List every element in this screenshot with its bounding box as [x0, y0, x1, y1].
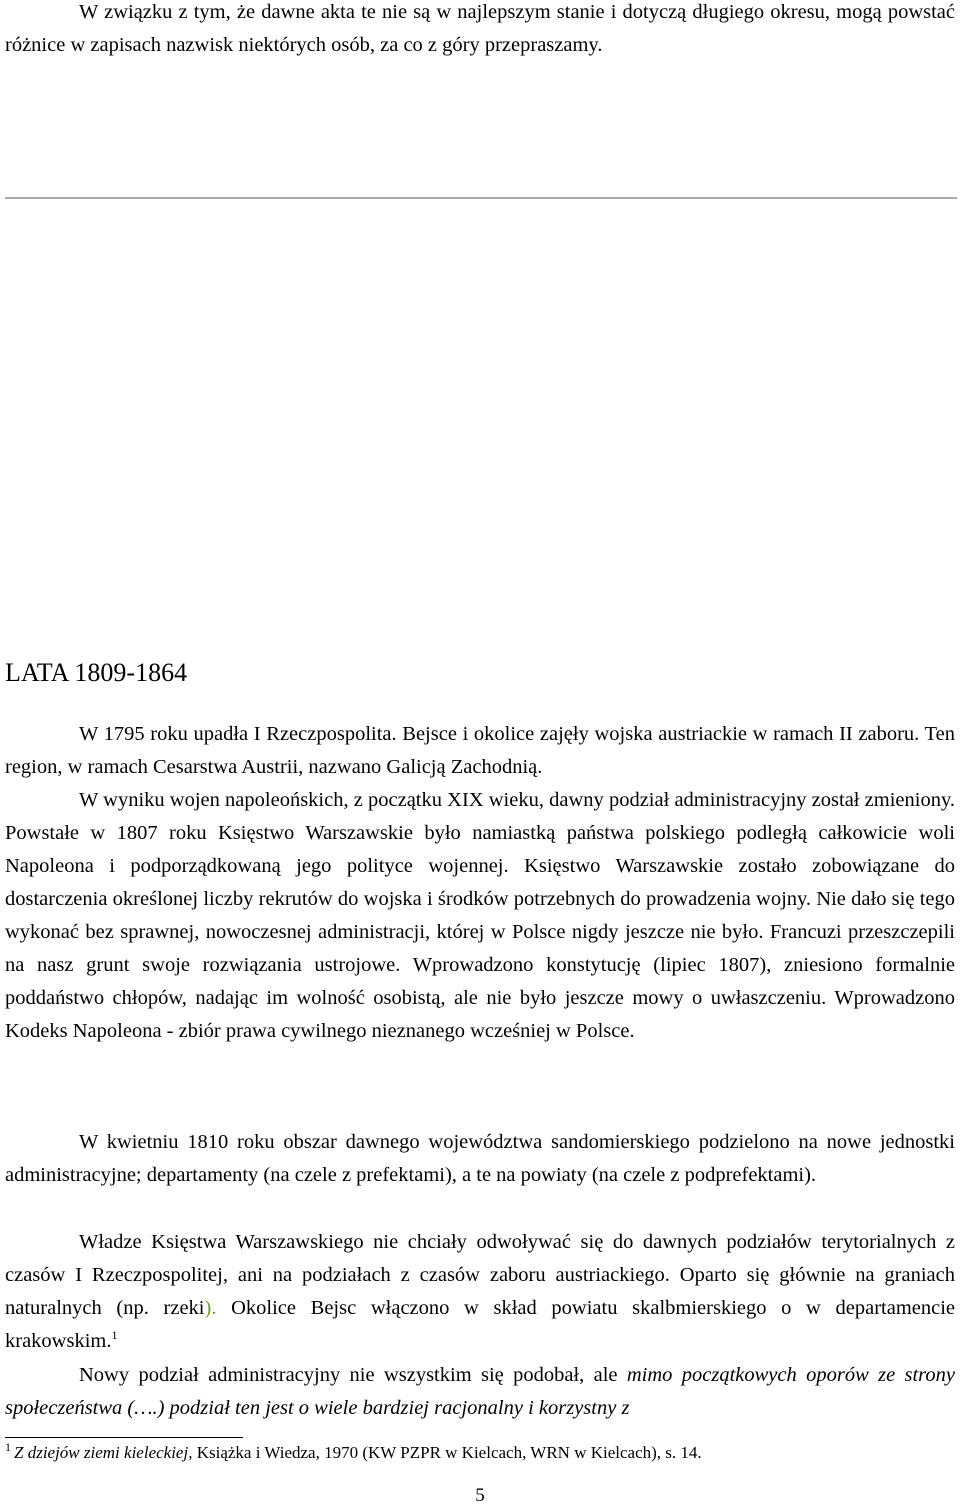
paragraph-authorities-tail: Okolice Bejsc włączono w skład powiatu skalbmierskiego o w departamencie krakowskim.	[5, 1297, 956, 1352]
italic-quote: mimo początkowych oporów ze strony społeczeństwa (….) podział ten jest o wiele bardziej racjonalny i korzystny z	[5, 1364, 955, 1419]
footnote-reference[interactable]: 1	[111, 1328, 118, 1343]
paragraph-departments: W kwietniu 1810 roku obszar dawnego województwa sandomierskiego podzielono na nowe jednostki administracyjne; departamenty (na czele z prefektami), a te na powiaty (na czele z podprefektami).	[5, 1131, 955, 1186]
paragraph-napoleonic-wars: W wyniku wojen napoleońskich, z początku XIX wieku, dawny podział administracyjny został zmieniony. Powstałe w 1807 roku Księstwo Warszawskie było namiastką państwa polskiego podległą całkowicie woli Napoleona i podporządkowaną jego polityce wojennej. Księstwo Warszawskie zostało zobowiązane do dostarczenia określonej liczby rekrutów do wojska i środków potrzebnych do prowadzenia wojny. Nie dało się tego wykonać bez sprawnej, nowoczesnej administracji, której w Polsce nigdy jeszcze nie było. Francuzi przeszczepili na nasz grunt swoje rozwiązania ustrojowe. Wprowadzono konstytucję (lipiec 1807), zniesiono formalnie poddaństwo chłopów, nadając im wolność osobistą, ale nie było jeszcze mowy o uwłaszczeniu. Wprowadzono Kodeks Napoleona - zbiór prawa cywilnego nieznanego wcześniej w Polsce.	[5, 789, 955, 1042]
paragraph-new-division	[5, 1359, 955, 1425]
footnote-number: 1	[5, 1440, 11, 1454]
footnote-title: Z dziejów ziemi kieleckiej,	[14, 1443, 193, 1462]
section-heading: LATA 1809-1864	[5, 658, 188, 687]
intro-paragraph: W związku z tym, że dawne akta te nie są w najlepszym stanie i dotyczą długiego okresu, mogą powstać różnice w zapisach nazwisk niektórych osób, za co z góry przepraszamy.	[5, 1, 955, 56]
page-number: 5	[475, 1485, 485, 1506]
paragraph-authorities-text: Władze Księstwa Warszawskiego nie chciały odwoływać się do dawnych podziałów terytorialnych z czasów I Rzeczpospolitej, ani na podziałach z czasów zaboru austriackiego. Oparto się głównie na graniach naturalnych (np. rzeki	[5, 1231, 955, 1319]
paragraph-authorities	[5, 1226, 955, 1358]
green-punctuation: ).	[204, 1297, 217, 1319]
footnote-separator	[5, 1437, 243, 1438]
horizontal-rule	[5, 197, 957, 199]
footnote-source: Książka i Wiedza, 1970 (KW PZPR w Kielcach, WRN w Kielcach), s. 14.	[192, 1443, 702, 1462]
paragraph-new-division-text: Nowy podział administracyjny nie wszystkim się podobał, ale	[79, 1364, 627, 1386]
footnote	[5, 1441, 955, 1465]
paragraph-galicia: W 1795 roku upadła I Rzeczpospolita. Bejsce i okolice zajęły wojska austriackie w ramach II zaboru. Ten region, w ramach Cesarstwa Austrii, nazwano Galicją Zachodnią.	[5, 723, 955, 778]
